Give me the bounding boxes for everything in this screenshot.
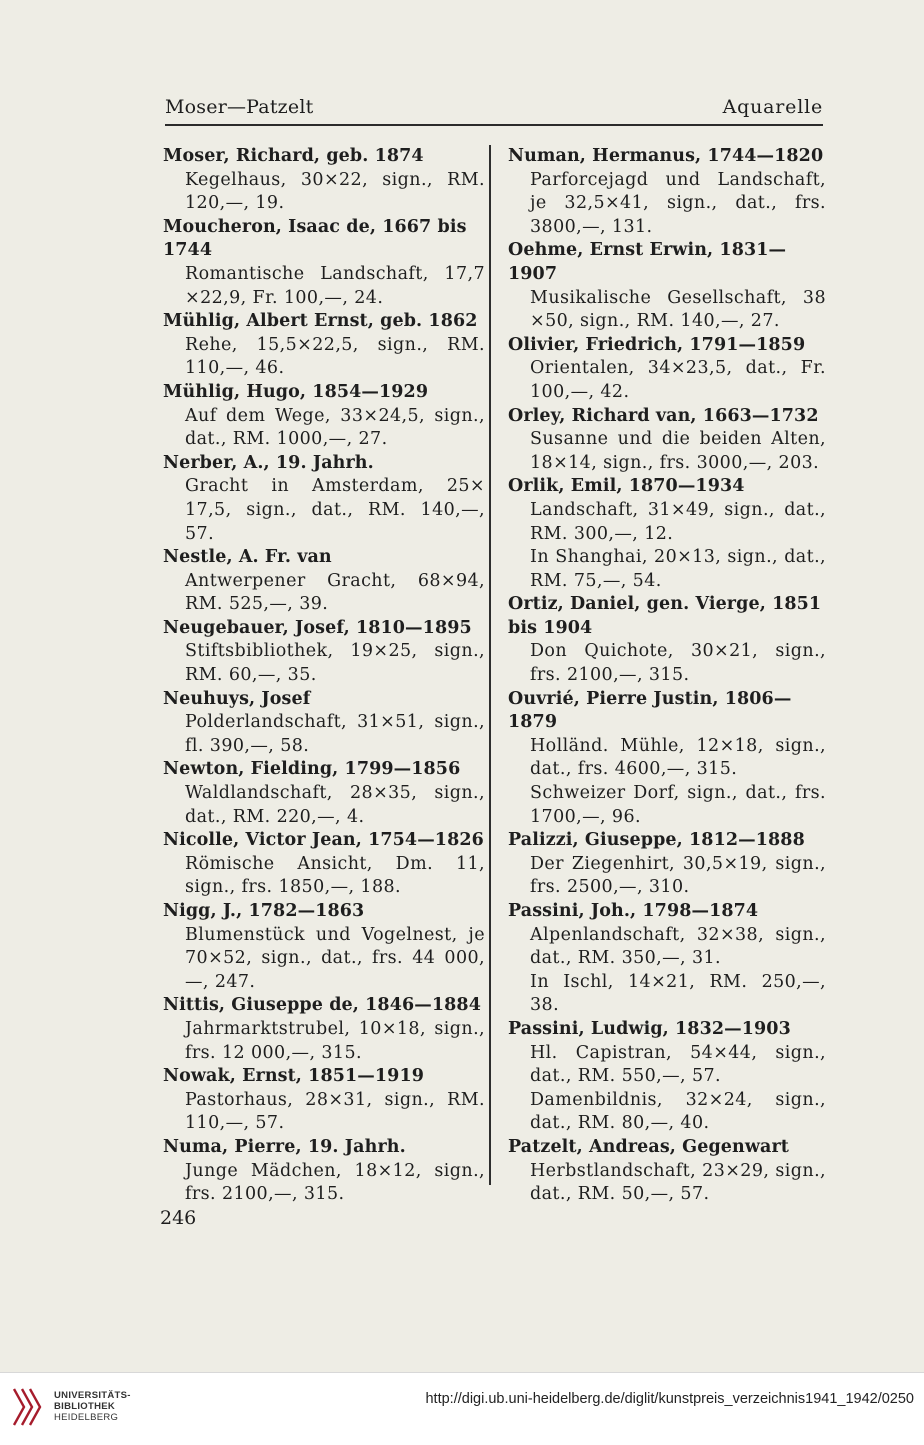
library-name-line1: UNIVERSITÄTS-: [54, 1390, 131, 1401]
artwork-record: Hl. Capistran, 54×44, sign., dat., RM. 550,—, 57.: [530, 1042, 826, 1087]
artwork-record: Pastorhaus, 28×31, sign., RM. 110,—, 57.: [185, 1089, 485, 1134]
artist-name: Ouvrié, Pierre Justin, 1806—1879: [508, 688, 792, 733]
artwork-record: Blumenstück und Vogelnest, je 70×52, sign., dat., frs. 44 000,—, 247.: [185, 924, 485, 992]
artwork-record: Schweizer Dorf, sign., dat., frs. 1700,—, 96.: [530, 783, 826, 827]
artist-name: Nestle, A. Fr. van: [163, 547, 332, 568]
catalog-entry: [163, 381, 485, 452]
page-number: 246: [160, 1207, 197, 1229]
catalog-entry: [508, 829, 826, 900]
catalog-entry: [163, 829, 485, 900]
catalog-entry: [163, 688, 485, 759]
catalog-entry: [163, 758, 485, 829]
catalog-entry: [508, 405, 826, 476]
catalog-entry: [508, 900, 826, 1018]
artwork-record: Rehe, 15,5×22,5, sign., RM. 110,—, 46.: [185, 334, 485, 379]
artwork-record: In Ischl, 14×21, RM. 250,—, 38.: [530, 971, 826, 1016]
artist-name: Numan, Hermanus, 1744—1820: [508, 146, 824, 166]
catalog-entry: [508, 239, 826, 333]
artwork-record: Holländ. Mühle, 12×18, sign., dat., frs. 4600,—, 315.: [530, 735, 826, 780]
catalog-entry: [163, 452, 485, 546]
artist-name: Nerber, A., 19. Jahrh.: [163, 452, 374, 473]
artist-name: Palizzi, Giuseppe, 1812—1888: [508, 830, 805, 851]
artwork-record: Junge Mädchen, 18×12, sign., frs. 2100,—, 315.: [185, 1160, 485, 1205]
artist-name: Passini, Joh., 1798—1874: [508, 901, 759, 921]
column-divider: [489, 145, 491, 1185]
artwork-record: Polderlandschaft, 31×51, sign., fl. 390,—, 58.: [185, 712, 485, 756]
header-left: Moser—Patzelt: [165, 96, 314, 118]
artwork-record: In Shanghai, 20×13, sign., dat., RM. 75,—, 54.: [530, 547, 826, 591]
right-column: [508, 145, 826, 1207]
artwork-record: Stiftsbibliothek, 19×25, sign., RM. 60,—, 35.: [185, 641, 485, 686]
artwork-record: Landschaft, 31×49, sign., dat., RM. 300,—, 12.: [530, 499, 826, 544]
artwork-record: Alpenlandschaft, 32×38, sign., dat., RM. 350,—, 31.: [530, 924, 826, 969]
catalog-entry: [163, 546, 485, 617]
catalog-entry: [508, 1018, 826, 1136]
artist-name: Patzelt, Andreas, Gegenwart: [508, 1136, 789, 1157]
artwork-record: Gracht in Amsterdam, 25× 17,5, sign., dat., RM. 140,—, 57.: [185, 476, 485, 544]
catalog-entry: [163, 310, 485, 381]
artist-name: Orlik, Emil, 1870—1934: [508, 476, 745, 497]
left-column: [163, 145, 485, 1207]
artist-name: Moser, Richard, geb. 1874: [163, 146, 424, 166]
artist-name: Moucheron, Isaac de, 1667 bis 1744: [163, 216, 467, 261]
catalog-entry: [163, 145, 485, 216]
artwork-record: Don Quichote, 30×21, sign., frs. 2100,—, 315.: [530, 641, 826, 686]
catalog-entry: [163, 617, 485, 688]
running-header: [165, 94, 823, 126]
artwork-record: Herbstlandschaft, 23×29, sign., dat., RM. 50,—, 57.: [530, 1160, 826, 1205]
artist-name: Olivier, Friedrich, 1791—1859: [508, 334, 806, 355]
catalog-entry: [163, 1065, 485, 1136]
artwork-record: Romantische Landschaft, 17,7 ×22,9, Fr. 100,—, 24.: [185, 263, 485, 308]
catalog-entry: [508, 145, 826, 239]
catalog-entry: [163, 900, 485, 994]
catalog-entry: [508, 475, 826, 593]
artwork-record: Römische Ansicht, Dm. 11, sign., frs. 1850,—, 188.: [185, 853, 485, 898]
artwork-record: Jahrmarktstrubel, 10×18, sign., frs. 12 000,—, 315.: [185, 1018, 485, 1063]
catalog-entry: [508, 688, 826, 830]
artist-name: Neugebauer, Josef, 1810—1895: [163, 617, 472, 638]
artist-name: Nicolle, Victor Jean, 1754—1826: [163, 830, 484, 851]
university-library-logo-icon: [8, 1385, 48, 1429]
library-name-line3: HEIDELBERG: [54, 1412, 119, 1423]
artwork-record: Antwerpener Gracht, 68×94, RM. 525,—, 39.: [185, 570, 485, 615]
source-url[interactable]: http://digi.ub.uni-heidelberg.de/diglit/kunstpreis_verzeichnis1941_1942/0250: [425, 1391, 914, 1407]
library-name-line2: BIBLIOTHEK: [54, 1401, 116, 1412]
catalog-entry: [508, 334, 826, 405]
artwork-record: Susanne und die beiden Alten, 18×14, sign., frs. 3000,—, 203.: [530, 429, 826, 473]
artist-name: Nowak, Ernst, 1851—1919: [163, 1066, 424, 1087]
artist-name: Nigg, J., 1782—1863: [163, 901, 365, 921]
artist-name: Mühlig, Hugo, 1854—1929: [163, 381, 429, 402]
catalog-entry: [163, 1136, 485, 1207]
artist-name: Numa, Pierre, 19. Jahrh.: [163, 1136, 406, 1157]
artist-name: Passini, Ludwig, 1832—1903: [508, 1018, 791, 1039]
artist-name: Neuhuys, Josef: [163, 688, 311, 709]
artwork-record: Parforcejagd und Landschaft, je 32,5×41, sign., dat., frs. 3800,—, 131.: [530, 169, 826, 237]
artist-name: Nittis, Giuseppe de, 1846—1884: [163, 995, 481, 1016]
artist-name: Newton, Fielding, 1799—1856: [163, 759, 461, 780]
catalog-entry: [163, 216, 485, 310]
catalog-entry: [508, 1136, 826, 1207]
header-right: Aquarelle: [722, 96, 823, 118]
viewer-footer: [0, 1372, 924, 1445]
artist-name: Mühlig, Albert Ernst, geb. 1862: [163, 311, 478, 332]
library-name: [54, 1390, 131, 1423]
artwork-record: Kegelhaus, 30×22, sign., RM. 120,—, 19.: [185, 169, 485, 214]
artwork-record: Musikalische Gesellschaft, 38 ×50, sign., RM. 140,—, 27.: [530, 287, 826, 332]
artwork-record: Auf dem Wege, 33×24,5, sign., dat., RM. 1000,—, 27.: [185, 405, 485, 450]
artist-name: Oehme, Ernst Erwin, 1831—1907: [508, 240, 787, 284]
catalog-entry: [508, 593, 826, 687]
artwork-record: Orientalen, 34×23,5, dat., Fr. 100,—, 42.: [530, 358, 826, 402]
artist-name: Ortiz, Daniel, gen. Vierge, 1851 bis 1904: [508, 594, 822, 638]
artwork-record: Damenbildnis, 32×24, sign., dat., RM. 80,—, 40.: [530, 1089, 826, 1134]
artwork-record: Waldlandschaft, 28×35, sign., dat., RM. 220,—, 4.: [185, 783, 485, 827]
catalog-entry: [163, 994, 485, 1065]
artwork-record: Der Ziegenhirt, 30,5×19, sign., frs. 2500,—, 310.: [530, 853, 826, 898]
artist-name: Orley, Richard van, 1663—1732: [508, 405, 819, 426]
